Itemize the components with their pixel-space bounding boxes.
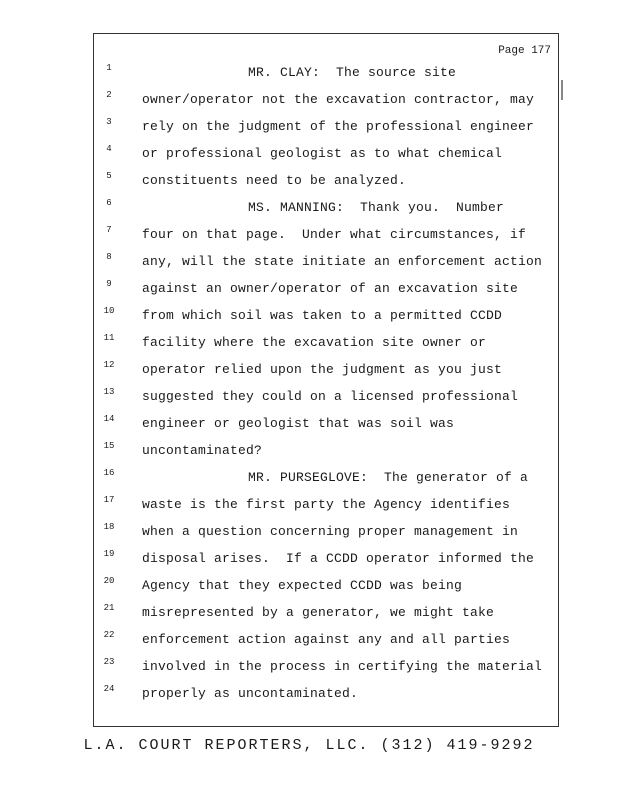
line-number: 9 xyxy=(106,279,112,289)
line-text: waste is the first party the Agency identifies xyxy=(142,497,511,512)
line-number: 7 xyxy=(106,225,112,235)
transcript-line xyxy=(94,410,558,437)
transcript-line xyxy=(94,113,558,140)
transcript-page xyxy=(93,33,559,727)
transcript-line xyxy=(94,167,558,194)
line-number: 15 xyxy=(103,441,115,451)
line-text: enforcement action against any and all parties xyxy=(142,632,511,647)
line-text: misrepresented by a generator, we might take xyxy=(142,605,495,620)
transcript-line xyxy=(94,86,558,113)
line-text: suggested they could on a licensed professional xyxy=(142,389,519,404)
line-text: against an owner/operator of an excavation site xyxy=(142,281,519,296)
transcript-line xyxy=(94,626,558,653)
transcript-line xyxy=(94,545,558,572)
transcript-line xyxy=(94,140,558,167)
transcript-line xyxy=(94,518,558,545)
speaker-line-text: MR. PURSEGLOVE: The generator of a xyxy=(248,470,529,485)
speaker-line-text: MS. MANNING: Thank you. Number xyxy=(248,200,505,215)
line-text: involved in the process in certifying the material xyxy=(142,659,543,674)
line-text: engineer or geologist that was soil was xyxy=(142,416,455,431)
transcript-line xyxy=(94,248,558,275)
line-number: 21 xyxy=(103,603,115,613)
line-number: 1 xyxy=(106,63,112,73)
line-number: 10 xyxy=(103,306,115,316)
transcript-line xyxy=(94,275,558,302)
transcript-line xyxy=(94,464,558,491)
line-number: 19 xyxy=(103,549,115,559)
transcript-line xyxy=(94,356,558,383)
transcript-line xyxy=(94,572,558,599)
transcript-line xyxy=(94,599,558,626)
line-number: 13 xyxy=(103,387,115,397)
line-text: four on that page. Under what circumstances, if xyxy=(142,227,527,242)
line-text: uncontaminated? xyxy=(142,443,263,458)
line-number: 4 xyxy=(106,144,112,154)
page-number: Page 177 xyxy=(498,45,551,57)
line-number: 23 xyxy=(103,657,115,667)
line-text: properly as uncontaminated. xyxy=(142,686,359,701)
line-number: 16 xyxy=(103,468,115,478)
line-number: 11 xyxy=(103,333,115,343)
line-text: from which soil was taken to a permitted CCDD xyxy=(142,308,503,323)
transcript-line xyxy=(94,437,558,464)
line-number: 22 xyxy=(103,630,115,640)
line-number: 2 xyxy=(106,90,112,100)
line-text: operator relied upon the judgment as you just xyxy=(142,362,503,377)
transcript-line xyxy=(94,221,558,248)
line-number: 17 xyxy=(103,495,115,505)
transcript-line xyxy=(94,383,558,410)
line-text: rely on the judgment of the professional engineer xyxy=(142,119,535,134)
line-text: disposal arises. If a CCDD operator informed the xyxy=(142,551,535,566)
right-edge-mark xyxy=(561,80,563,100)
transcript-line xyxy=(94,329,558,356)
line-number: 14 xyxy=(103,414,115,424)
line-number: 8 xyxy=(106,252,112,262)
line-number: 20 xyxy=(103,576,115,586)
transcript-line xyxy=(94,653,558,680)
line-text: when a question concerning proper management in xyxy=(142,524,519,539)
line-number: 18 xyxy=(103,522,115,532)
line-number: 24 xyxy=(103,684,115,694)
transcript-line xyxy=(94,194,558,221)
line-number: 5 xyxy=(106,171,112,181)
speaker-line-text: MR. CLAY: The source site xyxy=(248,65,457,80)
transcript-line xyxy=(94,302,558,329)
line-text: owner/operator not the excavation contractor, may xyxy=(142,92,535,107)
line-text: facility where the excavation site owner or xyxy=(142,335,487,350)
transcript-lines xyxy=(94,59,558,707)
transcript-line xyxy=(94,59,558,86)
line-number: 12 xyxy=(103,360,115,370)
line-text: any, will the state initiate an enforcement action xyxy=(142,254,543,269)
transcript-line xyxy=(94,491,558,518)
line-text: Agency that they expected CCDD was being xyxy=(142,578,463,593)
line-number: 6 xyxy=(106,198,112,208)
transcript-line xyxy=(94,680,558,707)
line-text: or professional geologist as to what chemical xyxy=(142,146,503,161)
line-number: 3 xyxy=(106,117,112,127)
line-text: constituents need to be analyzed. xyxy=(142,173,407,188)
court-reporter-footer: L.A. COURT REPORTERS, LLC. (312) 419-9292 xyxy=(83,737,535,754)
